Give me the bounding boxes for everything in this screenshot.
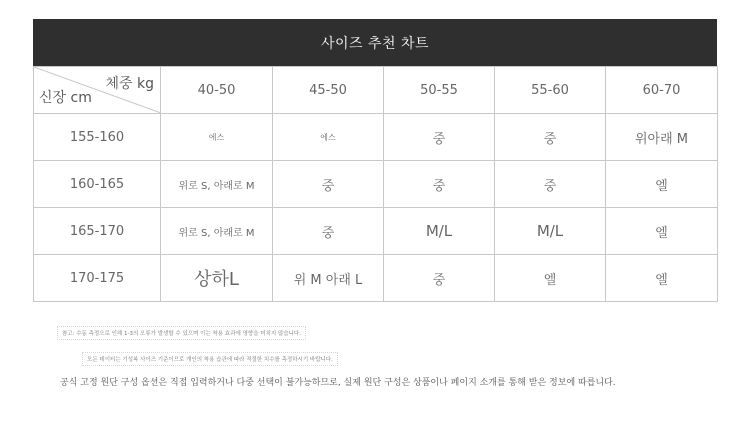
height-row-header: 165-170 <box>34 208 161 255</box>
weight-column-header: 50-55 <box>384 67 495 114</box>
size-recommendation-cell: M/L <box>495 208 606 255</box>
size-recommendation-cell: 엘 <box>606 208 718 255</box>
size-recommendation-cell: 엘 <box>606 161 718 208</box>
size-chart <box>33 19 717 302</box>
size-recommendation-cell: 중 <box>495 161 606 208</box>
size-recommendation-cell: 에스 <box>161 114 273 161</box>
table-row <box>34 161 718 208</box>
size-recommendation-cell: 엘 <box>606 255 718 302</box>
size-recommendation-cell: 위로 S, 아래로 M <box>161 161 273 208</box>
height-row-header: 160-165 <box>34 161 161 208</box>
weight-axis-label: 체중 kg <box>105 76 154 92</box>
table-row <box>34 255 718 302</box>
size-recommendation-cell: 상하L <box>161 255 273 302</box>
size-recommendation-cell: 위 M 아래 L <box>273 255 384 302</box>
corner-cell <box>34 67 161 114</box>
size-table <box>33 66 718 302</box>
height-row-header: 155-160 <box>34 114 161 161</box>
table-row <box>34 114 718 161</box>
table-row <box>34 208 718 255</box>
size-recommendation-cell: 위로 S, 아래로 M <box>161 208 273 255</box>
note-fabric-composition: 공식 고정 원단 구성 옵션은 직접 입력하거나 다중 선택이 불가능하므로, 실제 원단 구성은 상품이나 페이지 소개를 통해 받은 정보에 따릅니다. <box>60 378 616 388</box>
size-recommendation-cell: M/L <box>384 208 495 255</box>
table-header-row <box>34 67 718 114</box>
note-measurement-error: 참고: 수동 측정으로 인해 1-3의 오류가 발생할 수 있으며 이는 착용 효과에 영향을 미치지 않습니다. <box>57 326 306 340</box>
size-recommendation-cell: 중 <box>273 161 384 208</box>
size-recommendation-cell: 위아래 M <box>606 114 718 161</box>
weight-column-header: 40-50 <box>161 67 273 114</box>
weight-column-header: 55-60 <box>495 67 606 114</box>
size-recommendation-cell: 중 <box>273 208 384 255</box>
height-axis-label: 신장 cm <box>39 90 92 106</box>
weight-column-header: 45-50 <box>273 67 384 114</box>
size-recommendation-cell: 엘 <box>495 255 606 302</box>
size-recommendation-cell: 중 <box>384 114 495 161</box>
note-size-basis: 모든 데이터는 기성복 사이즈 기준이므로 개인의 착용 습관에 따라 적절한 치수를 측정하시기 바랍니다. <box>82 352 338 366</box>
size-recommendation-cell: 중 <box>384 161 495 208</box>
chart-title: 사이즈 추천 차트 <box>33 19 717 66</box>
height-row-header: 170-175 <box>34 255 161 302</box>
size-recommendation-cell: 중 <box>495 114 606 161</box>
size-recommendation-cell: 중 <box>384 255 495 302</box>
size-recommendation-cell: 에스 <box>273 114 384 161</box>
weight-column-header: 60-70 <box>606 67 718 114</box>
